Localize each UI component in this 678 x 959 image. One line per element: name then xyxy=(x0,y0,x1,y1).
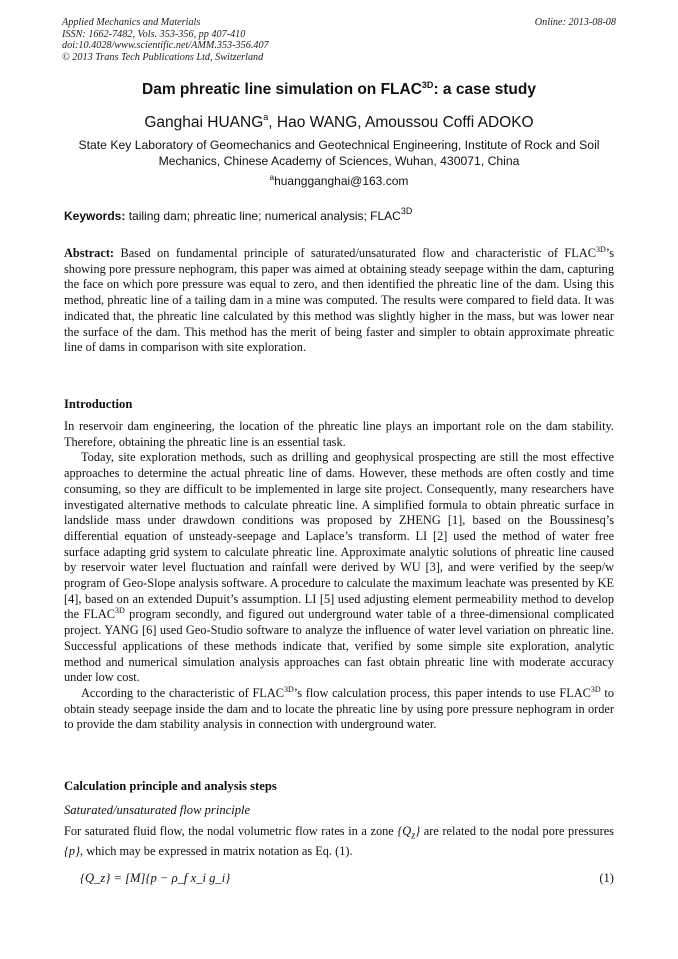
email-address: huangganghai@163.com xyxy=(274,174,409,188)
equation-1-formula: {Q_z} = [M]{p − ρ_f x_i g_i} xyxy=(80,871,231,885)
symbol-qz-sub: z xyxy=(411,830,416,842)
abstract-label: Abstract: xyxy=(64,246,115,260)
other-authors: , Hao WANG, Amoussou Coffi ADOKO xyxy=(268,114,534,131)
flow-principle-text xyxy=(64,824,614,860)
issn-line: ISSN: 1662-7482, Vols. 353-356, pp 407-410 xyxy=(62,28,246,40)
introduction-body xyxy=(64,419,614,733)
doi-line: doi:10.4028/www.scientific.net/AMM.353-356.407 xyxy=(62,40,269,52)
keywords-text: tailing dam; phreatic line; numerical analysis; FLAC xyxy=(128,209,401,223)
equation-1 xyxy=(80,871,614,886)
intro-paragraph-3 xyxy=(64,686,614,733)
symbol-qz xyxy=(397,824,421,842)
paper-title xyxy=(0,81,678,99)
abstract-text-1: Based on fundamental principle of saturated/unsaturated flow and characteristic of FLAC xyxy=(114,246,596,260)
title-rest: : a case study xyxy=(433,81,536,98)
affiliation-line-2: Mechanics, Chinese Academy of Sciences, Wuhan, 430071, China xyxy=(158,154,520,168)
copyright-line: © 2013 Trans Tech Publications Ltd, Switzerland xyxy=(62,51,264,63)
flow-text-c: , which may be expressed in matrix notation as Eq. (1). xyxy=(80,844,353,859)
keywords-label: Keywords: xyxy=(64,209,126,223)
author-list xyxy=(0,114,678,132)
journal-header xyxy=(62,17,616,63)
intro-p2-text-b: program secondly, and figured out underground water table of a three-dimensional complicated project. YANG [6] used Geo-Studio software to analyze the influence of water level variation on phreatic line. Successful applications of these methods indicate that, verified by some simple site exploration, analytic method and numerical simulation analysis approaches can fast obtain phreatic line with moderate accuracy under low cost. xyxy=(64,607,615,685)
symbol-qz-open: {Q xyxy=(397,824,412,838)
intro-p2-text-a: Today, site exploration methods, such as drilling and geophysical prospecting are still the most effective approaches to determine the actual phreatic line of dams. However, these methods are often costly and time consuming, so they are difficult to be implemented in large site project. Consequently, many researchers have investigated alternative methods to calculate phreatic line. A simplified formula to obtain phreatic surface in landslide mass under drawdown conditions was proposed by ZHENG [1], based on the Boussinesq’s differential equation of unsteady-seepage and Laplace’s transform. LI [2] used the method of water free surface adapting grid system to calculate phreatic line. Approximate analytic solutions of phreatic line caused by reservoir water level fluctuation and rainfall were derived by WU [3], and were verified by the seep/w program of Geo-Slope analysis software. A procedure to calculate the maximum leachate was presented by KE [4], based on an extended Dupuit’s assumption. LI [5] used adjusting element permeability method to develop the FLAC xyxy=(64,450,614,622)
abstract-text-2: ’s showing pore pressure nephogram, this paper was aimed at obtaining steady seepage within the dam, capturing the face on which pore pressure was equal to zero, and then identified the phreatic line of the dam. Using this method, phreatic line of a tailing dam in a mine was computed. The results were compared to field data. It was indicated that, the phreatic line calculated by this method was slightly higher in the mass, but was lower near the surface of the dam. This method has the merit of being faster and simpler to obtain approximate phreatic line of dams in comparison with site exploration. xyxy=(64,246,614,355)
first-author: Ganghai HUANG xyxy=(144,114,264,131)
symbol-p: {p} xyxy=(64,844,81,859)
flow-principle-subheading: Saturated/unsaturated flow principle xyxy=(64,803,251,817)
intro-p2-superscript: 3D xyxy=(115,606,125,616)
abstract-superscript: 3D xyxy=(595,245,606,254)
intro-p3-text-b: ’s flow calculation process, this paper intends to use FLAC xyxy=(293,685,591,700)
affiliation-line-1: State Key Laboratory of Geomechanics and Geotechnical Engineering, Institute of Rock and Soil xyxy=(78,138,600,152)
flow-text-b: are related to the nodal pore pressures xyxy=(420,824,614,838)
intro-paragraph-1: In reservoir dam engineering, the location of the phreatic line plays an important role on the dam stability. Therefore, obtaining the phreatic line is an essential task. xyxy=(64,419,614,449)
symbol-qz-close: } xyxy=(415,824,421,838)
email-mark: a xyxy=(269,173,275,182)
keywords xyxy=(64,206,614,223)
online-date: Online: 2013-08-08 xyxy=(534,17,616,28)
intro-p3-text-c: to obtain steady seepage inside the dam and to locate the phreatic line by using pore pressure nephogram in order to provide the dam stability analysis in connection with underground water. xyxy=(64,685,614,732)
keywords-superscript: 3D xyxy=(400,206,413,216)
author-affiliation-mark: a xyxy=(263,112,269,122)
intro-paragraph-2 xyxy=(64,450,614,686)
title-superscript: 3D xyxy=(421,80,434,90)
intro-p3-text-a: According to the characteristic of FLAC xyxy=(81,685,284,700)
affiliation xyxy=(66,137,612,169)
calculation-heading: Calculation principle and analysis steps xyxy=(64,779,277,793)
intro-p3-superscript-1: 3D xyxy=(284,684,294,694)
introduction-heading: Introduction xyxy=(64,397,133,411)
journal-name: Applied Mechanics and Materials xyxy=(62,17,201,28)
abstract xyxy=(64,246,614,356)
intro-p3-superscript-2: 3D xyxy=(590,684,601,694)
equation-1-number: (1) xyxy=(599,871,614,885)
flow-text-a: For saturated fluid flow, the nodal volumetric flow rates in a zone xyxy=(64,824,398,838)
title-main: Dam phreatic line simulation on FLAC xyxy=(142,81,422,98)
author-email xyxy=(0,174,678,188)
